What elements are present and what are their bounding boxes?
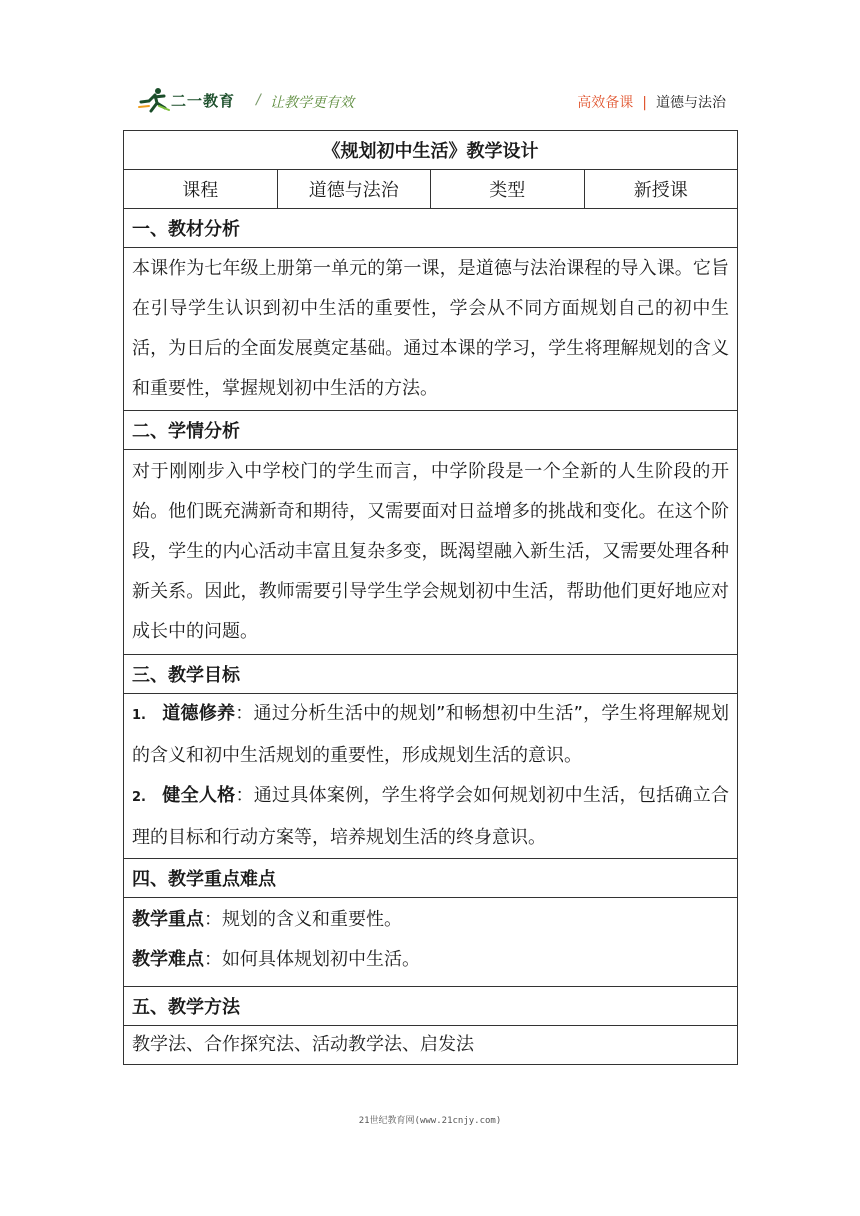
- header-divider: |: [642, 95, 647, 111]
- section-heading-row: [124, 655, 738, 694]
- type-label: 类型: [431, 170, 585, 209]
- section-body-teaching-goals: [124, 694, 738, 859]
- difficulty-text: ：如何具体规划初中生活。: [204, 949, 420, 970]
- student-analysis-text: 对于刚刚步入中学校门的学生而言，中学阶段是一个全新的人生阶段的开始。他们既充满新奇和期待，又需要面对日益增多的挑战和变化。在这个阶段，学生的内心活动丰富且复杂多变，既渴望融入新生活，又需要处理各种新关系。因此，教师需要引导学生学会规划初中生活，帮助他们更好地应对成长中的问题。: [132, 461, 729, 642]
- course-value: 道德与法治: [277, 170, 431, 209]
- header-tag: 高效备课: [577, 95, 634, 111]
- key-point-line: [132, 900, 729, 940]
- section-heading-row: [124, 987, 738, 1026]
- page-footer: 21世纪教育网(www.21cnjy.com): [358, 1116, 502, 1126]
- page-header: [0, 0, 860, 120]
- section-heading-textbook-analysis: 一、教材分析: [124, 209, 738, 248]
- section-heading-key-points: 四、教学重点难点: [124, 859, 738, 898]
- header-subject: 道德与法治: [656, 95, 726, 111]
- title-row: [124, 131, 738, 170]
- lesson-plan-table: [123, 130, 738, 1065]
- goal-label: 道德修养: [161, 703, 236, 724]
- difficulty-line: [132, 940, 729, 980]
- section-body-row: [124, 450, 738, 655]
- logo-text: 二一教育: [171, 92, 236, 110]
- section-body-key-points: [124, 898, 738, 987]
- logo: [137, 86, 247, 114]
- section-body-row: [124, 898, 738, 987]
- goal-item: [132, 776, 729, 858]
- goal-label: 健全人格: [161, 785, 236, 806]
- section-heading-row: [124, 859, 738, 898]
- section-heading-row: [124, 209, 738, 248]
- goal-number: 1.: [132, 708, 146, 723]
- type-value: 新授课: [584, 170, 738, 209]
- section-heading-student-analysis: 二、学情分析: [124, 411, 738, 450]
- slogan-separator: /: [256, 92, 261, 108]
- slogan: 让教学更有效: [270, 95, 354, 111]
- goal-number: 2.: [132, 790, 146, 805]
- textbook-analysis-text: 本课作为七年级上册第一单元的第一课，是道德与法治课程的导入课。它旨在引导学生认识到初中生活的重要性，学会从不同方面规划自己的初中生活，为日后的全面发展奠定基础。通过本课的学习，学生将理解规划的含义和重要性，掌握规划初中生活的方法。: [132, 258, 729, 399]
- section-heading-row: [124, 411, 738, 450]
- document-title: 《规划初中生活》教学设计: [124, 131, 738, 170]
- goal-text: ：通过分析生活中的规划”和畅想初中生活”，学生将理解规划的含义和初中生活规划的重要性，形成规划生活的意识。: [132, 703, 729, 766]
- key-point-label: 教学重点: [132, 909, 204, 930]
- section-body-textbook-analysis: [124, 248, 738, 411]
- section-body-row: [124, 694, 738, 859]
- section-heading-teaching-methods: 五、教学方法: [124, 987, 738, 1026]
- difficulty-label: 教学难点: [132, 949, 204, 970]
- section-body-student-analysis: [124, 450, 738, 655]
- runner-logo-icon: [137, 86, 171, 114]
- section-body-teaching-methods: [124, 1026, 738, 1065]
- key-point-text: ：规划的含义和重要性。: [204, 909, 402, 930]
- goal-text: ：通过具体案例，学生将学会如何规划初中生活，包括确立合理的目标和行动方案等，培养规划生活的终身意识。: [132, 785, 730, 848]
- section-body-row: [124, 248, 738, 411]
- section-heading-teaching-goals: 三、教学目标: [124, 655, 738, 694]
- section-body-row: [124, 1026, 738, 1065]
- course-label: 课程: [124, 170, 278, 209]
- goal-item: [132, 694, 729, 776]
- header-right: [577, 92, 726, 112]
- teaching-methods-text: 教学法、合作探究法、活动教学法、启发法: [132, 1034, 474, 1055]
- info-row: [124, 170, 738, 209]
